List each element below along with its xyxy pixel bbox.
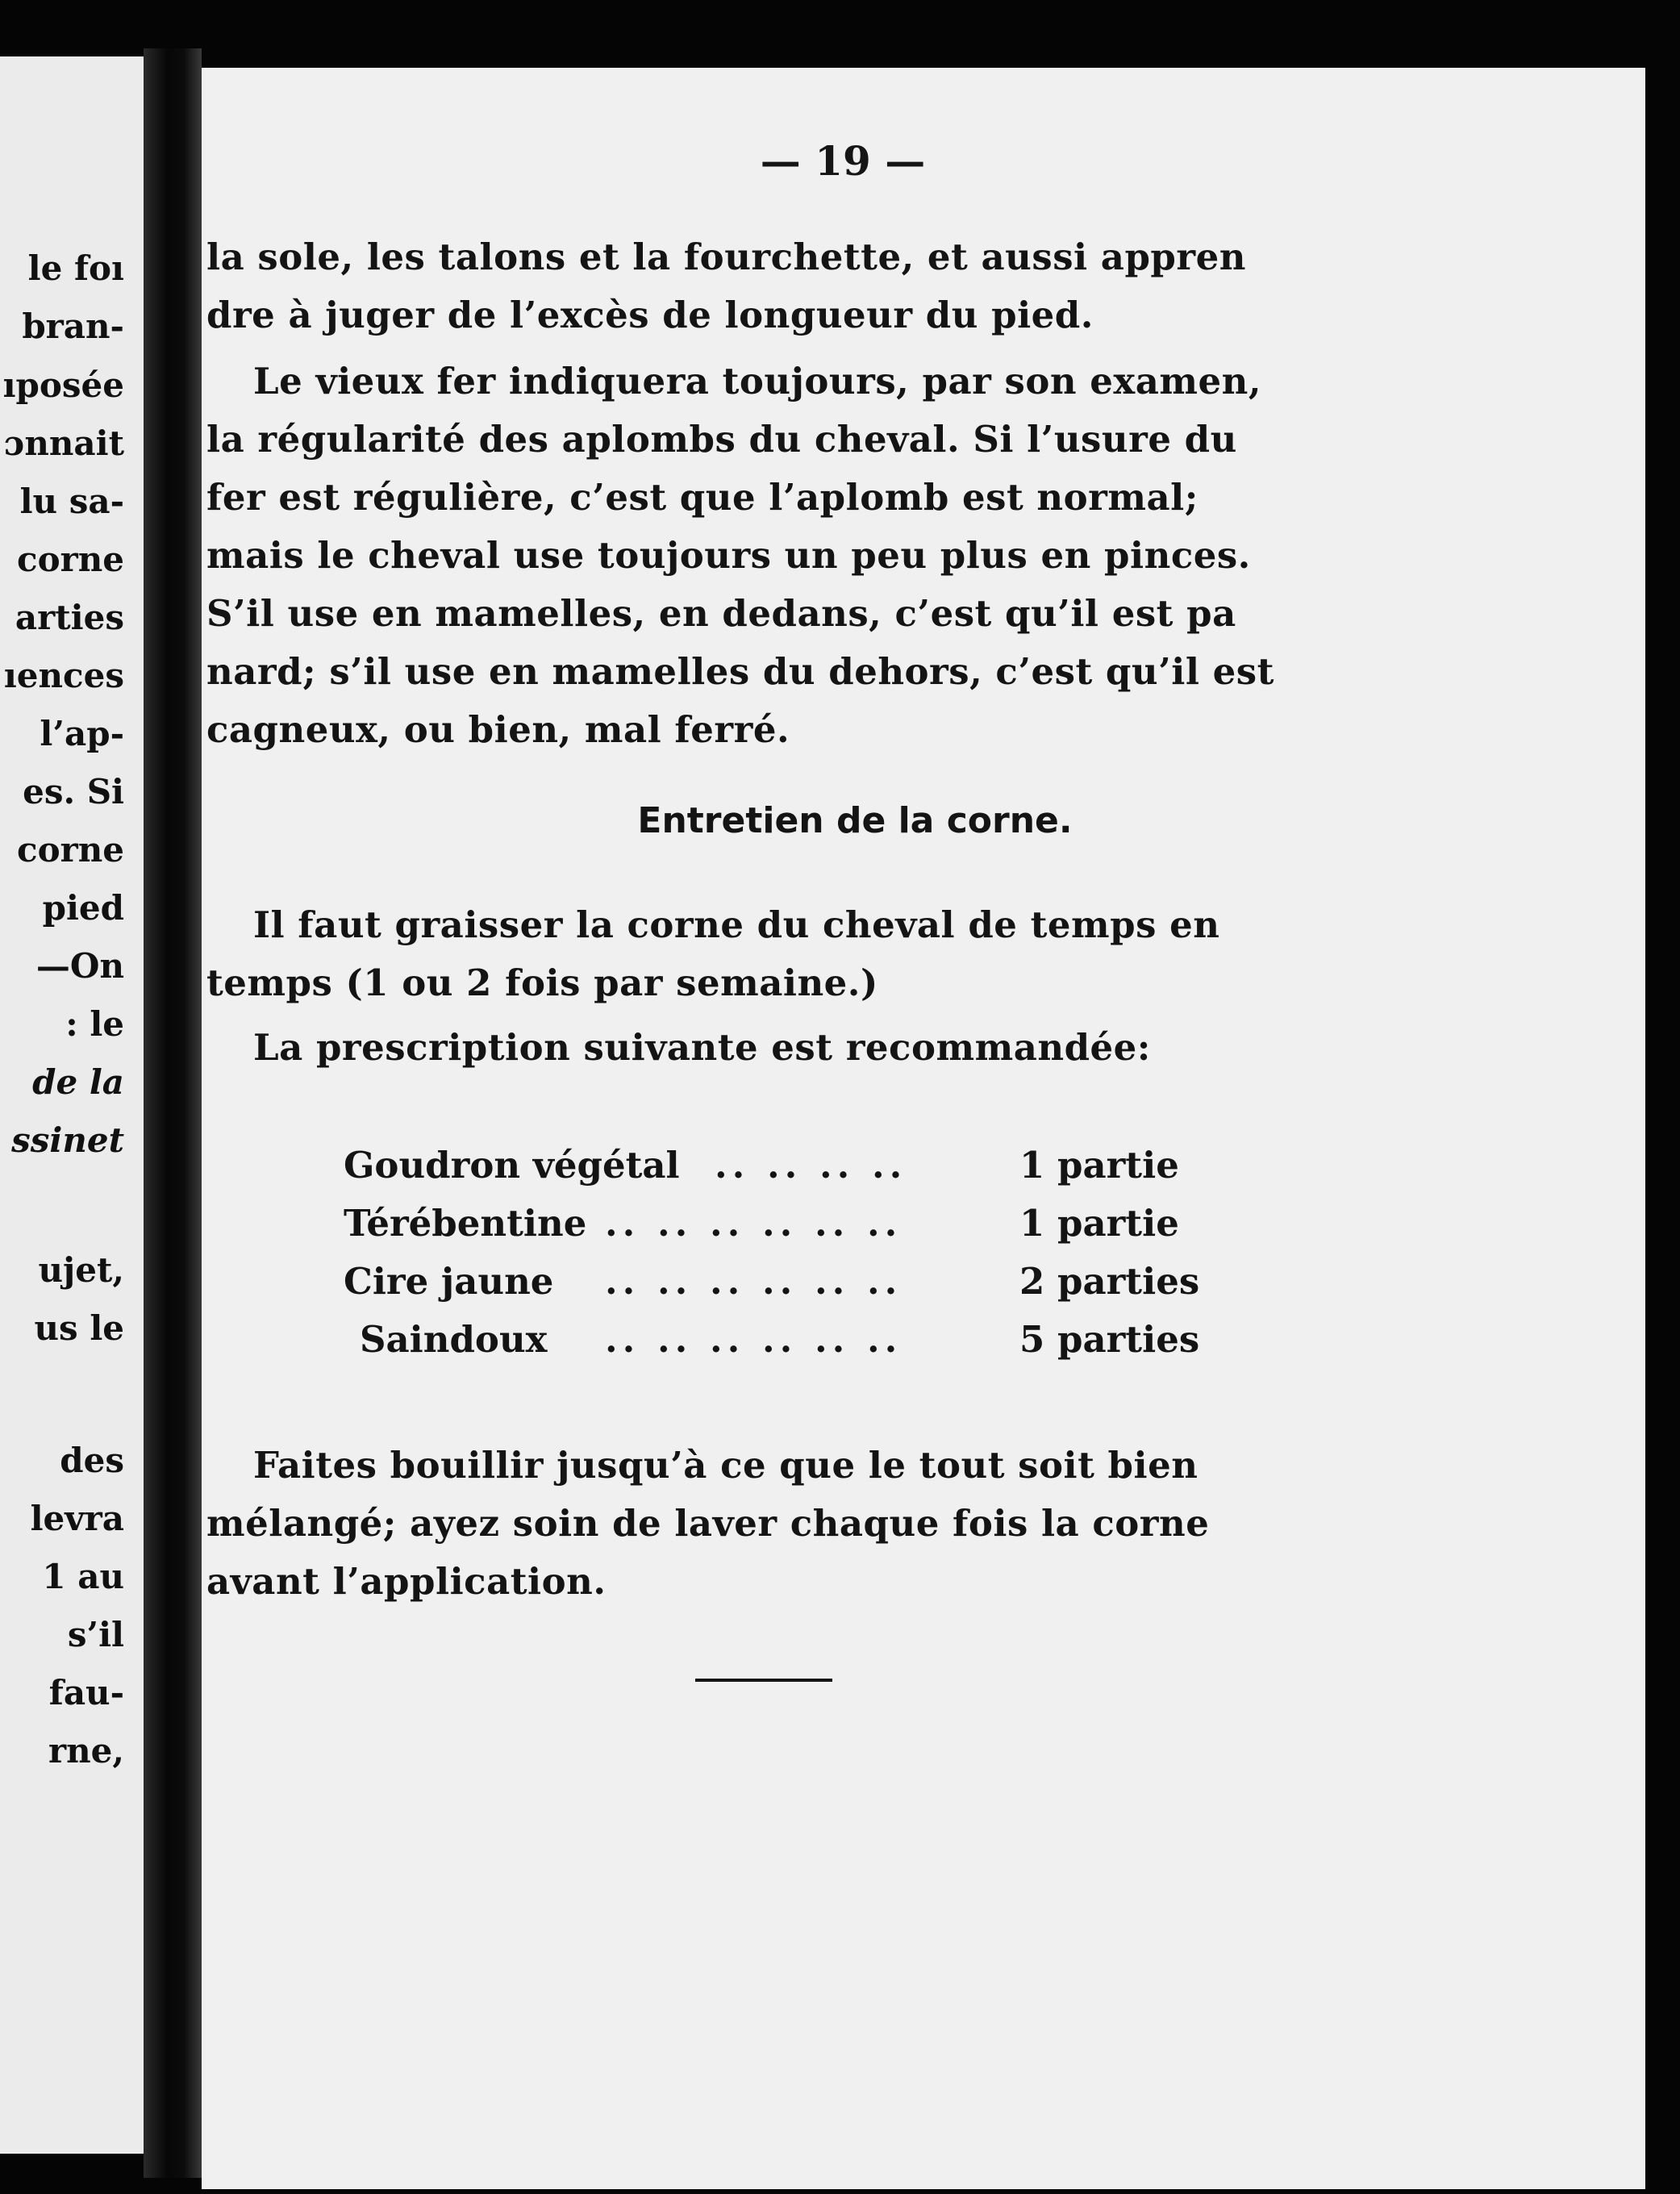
paragraph-line: Il faut graisser la corne du cheval de temps en bbox=[253, 903, 1220, 946]
left-page-line: le foı bbox=[27, 248, 124, 288]
left-page-line: 1 au bbox=[42, 1557, 124, 1596]
left-page-line: bran- bbox=[22, 307, 124, 346]
closing-rule bbox=[695, 1679, 832, 1682]
left-page-line: arties bbox=[15, 598, 124, 637]
paragraph-line: avant l’application. bbox=[206, 1560, 607, 1603]
paragraph-line: mais le cheval use toujours un peu plus en pinces. bbox=[206, 534, 1251, 577]
dot-leader: .. .. .. .. .. .. bbox=[605, 1260, 903, 1303]
left-page-line: des bbox=[60, 1441, 124, 1480]
paragraph-line: La prescription suivante est recommandée: bbox=[253, 1026, 1151, 1069]
book-gutter bbox=[144, 48, 202, 2178]
recipe-quantity: 5 parties bbox=[1019, 1318, 1200, 1361]
dot-leader: .. .. .. .. .. .. bbox=[605, 1318, 903, 1361]
paragraph-line: cagneux, ou bien, mal ferré. bbox=[206, 708, 790, 751]
left-page-line: —On bbox=[35, 946, 124, 986]
recipe-quantity: 2 parties bbox=[1019, 1260, 1200, 1303]
left-page-line: de la bbox=[32, 1062, 124, 1102]
paragraph-line: Faites bouillir jusqu’à ce que le tout soit bien bbox=[253, 1444, 1199, 1487]
paragraph-line: la régularité des aplombs du cheval. Si l’usure du bbox=[206, 418, 1237, 461]
dot-leader: .. .. .. .. bbox=[715, 1144, 907, 1187]
paragraph-line: Le vieux fer indiquera toujours, par son examen, bbox=[253, 360, 1261, 403]
left-page-line: s’il bbox=[67, 1615, 124, 1654]
paragraph-line: temps (1 ou 2 fois par semaine.) bbox=[206, 961, 878, 1004]
left-page-line: ssinet bbox=[11, 1120, 124, 1160]
left-page-line: pied bbox=[42, 888, 124, 928]
left-page-line: ıences bbox=[3, 656, 124, 695]
left-page-line: corne bbox=[17, 540, 124, 579]
left-page-line: us le bbox=[34, 1308, 124, 1348]
recipe-item: Goudron végétal bbox=[344, 1144, 680, 1187]
left-page-line: l’ap- bbox=[40, 714, 124, 753]
left-page-line: fau- bbox=[48, 1673, 124, 1712]
left-page-line: corne bbox=[17, 830, 124, 870]
paragraph-line: S’il use en mamelles, en dedans, c’est qu’il est pa bbox=[206, 592, 1236, 635]
left-page-line: : le bbox=[65, 1004, 124, 1044]
left-page-line: ujet, bbox=[38, 1250, 124, 1290]
left-page-line: ıposée bbox=[2, 365, 124, 405]
recipe-item: Saindoux bbox=[360, 1318, 548, 1361]
recipe-item: Térébentine bbox=[344, 1202, 587, 1245]
paragraph-line: dre à juger de l’excès de longueur du pied. bbox=[206, 294, 1094, 336]
paragraph-line: mélangé; ayez soin de laver chaque fois la corne bbox=[206, 1502, 1210, 1545]
left-page-line: rne, bbox=[48, 1731, 124, 1771]
left-page-line: ɔnnait bbox=[3, 423, 124, 463]
recipe-quantity: 1 partie bbox=[1019, 1202, 1179, 1245]
paragraph-line: nard; s’il use en mamelles du dehors, c’est qu’il est bbox=[206, 650, 1274, 693]
left-page-line: es. Si bbox=[23, 772, 124, 811]
left-page-line: levra bbox=[30, 1499, 124, 1538]
book-page bbox=[202, 68, 1645, 2189]
previous-page-fragment bbox=[0, 56, 144, 2154]
paragraph-line: fer est régulière, c’est que l’aplomb est normal; bbox=[206, 476, 1199, 519]
left-page-line: lu sa- bbox=[19, 482, 124, 521]
recipe-item: Cire jaune bbox=[344, 1260, 554, 1303]
page-number: — 19 — bbox=[760, 137, 926, 185]
section-heading: Entretien de la corne. bbox=[637, 800, 1073, 841]
paragraph-line: la sole, les talons et la fourchette, et aussi appren bbox=[206, 236, 1246, 278]
dot-leader: .. .. .. .. .. .. bbox=[605, 1202, 903, 1245]
recipe-quantity: 1 partie bbox=[1019, 1144, 1179, 1187]
